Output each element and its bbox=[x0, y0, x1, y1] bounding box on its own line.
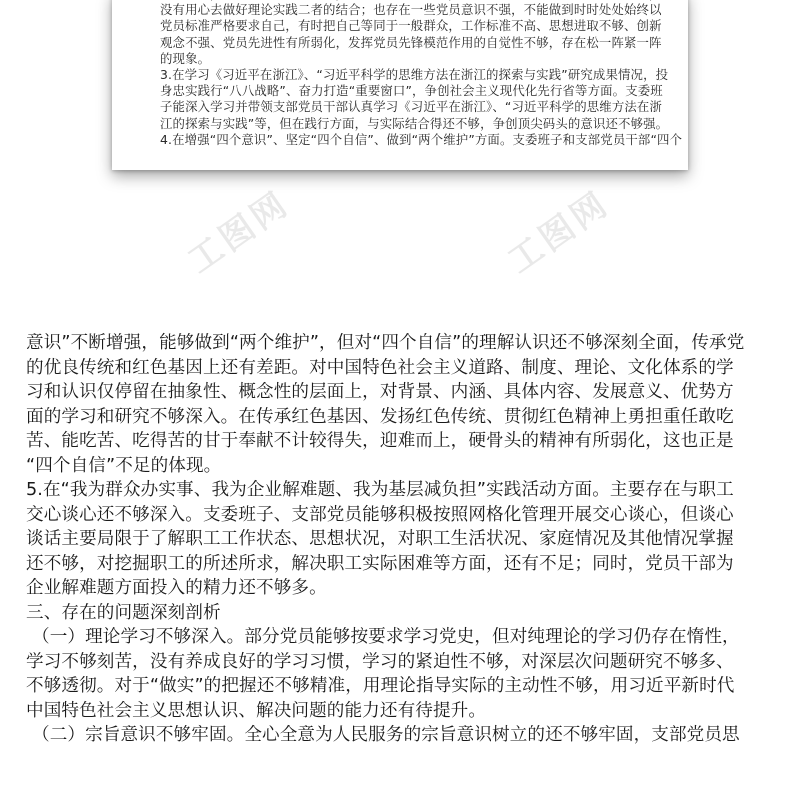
thumbnail-line: 观念不强、党员先进性有所弱化，发挥党员先锋模范作用的自觉性不够，存在松一阵紧一阵 bbox=[160, 34, 662, 50]
watermark: 工图网 bbox=[180, 183, 298, 282]
body-line: （二）宗旨意识不够牢固。全心全意为人民服务的宗旨意识树立的还不够牢固，支部党员思 bbox=[32, 725, 740, 745]
document-thumbnail bbox=[112, 0, 688, 170]
thumbnail-line: 党员标准严格要求自己，有时把自己等同于一般群众，工作标准不高、思想进取不够、创新 bbox=[160, 18, 662, 34]
watermark: 工图网 bbox=[500, 183, 618, 282]
body-line: 苦、能吃苦、吃得苦的甘于奉献不计较得失，迎难而上，硬骨头的精神有所弱化，这也正是 bbox=[26, 431, 734, 451]
body-line: 谈话主要局限于了解职工工作状态、思想状况，对职工生活状况、家庭情况及其他情况掌握 bbox=[26, 529, 734, 549]
thumbnail-line: 子能深入学习并带领支部党员干部认真学习《习近平在浙江》、“习近平科学的思维方法在浙 bbox=[160, 99, 662, 115]
body-line: 学习不够刻苦，没有养成良好的学习习惯，学习的紧迫性不够，对深层次问题研究不够多、 bbox=[26, 651, 734, 672]
thumbnail-line: 身忠实践行“八八战略”、奋力打造“重要窗口”，争创社会主义现代化先行省等方面。支委班 bbox=[160, 83, 663, 99]
thumbnail-text bbox=[112, 0, 688, 148]
body-line: 习和认识仅停留在抽象性、概念性的层面上，对背景、内涵、具体内容、发展意义、优势方 bbox=[26, 382, 734, 402]
body-line: 面的学习和研究不够深入。在传承红色基因、发扬红色传统、贯彻红色精神上勇担重任敢吃 bbox=[26, 406, 734, 427]
body-line: 中国特色社会主义思想认识、解决问题的能力还有待提升。 bbox=[26, 700, 487, 721]
thumbnail-line: 没有用心去做好理论实践二者的结合；也存在一些党员意识不强，不能做到时时处处始终以 bbox=[160, 2, 662, 18]
body-line: 不够透彻。对于“做实”的把握还不够精准，用理论指导实际的主动性不够，用习近平新时代 bbox=[26, 676, 735, 696]
thumbnail-line: 3.在学习《习近平在浙江》、“习近平科学的思维方法在浙江的探索与实践”研究成果情况，投 bbox=[160, 67, 669, 83]
thumbnail-line: 江的探索与实践”等，但在践行方面，与实际结合得还不够，争创顶尖码头的意识还不够强。 bbox=[160, 115, 669, 131]
thumbnail-line: 的现象。 bbox=[160, 50, 211, 66]
body-line: 意识”不断增强，能够做到“两个维护”，但对“四个自信”的理解认识还不够深刻全面，传承党 bbox=[26, 333, 745, 353]
thumbnail-line: 4.在增强“四个意识”、坚定“四个自信”、做到“两个维护”方面。支委班子和支部党员干部“四个 bbox=[160, 131, 683, 147]
body-line: （一）理论学习不够深入。部分党员能够按要求学习党史，但对纯理论的学习仍存在惰性， bbox=[32, 627, 740, 647]
body-line: “四个自信”不足的体现。 bbox=[26, 455, 222, 476]
body-line: 的优良传统和红色基因上还有差距。对中国特色社会主义道路、制度、理论、文化体系的学 bbox=[26, 357, 734, 378]
section-heading: 三、存在的问题深刻剖析 bbox=[26, 602, 221, 623]
preview-area bbox=[0, 0, 800, 318]
body-line: 交心谈心还不够深入。支委班子、支部党员能够积极按照网格化管理开展交心谈心，但谈心 bbox=[26, 504, 734, 525]
document-body bbox=[26, 331, 786, 748]
body-line: 5.在“我为群众办实事、我为企业解难题、我为基层减负担”实践活动方面。主要存在与职工 bbox=[26, 480, 734, 500]
body-line: 企业解难题方面投入的精力还不够多。 bbox=[26, 578, 327, 598]
body-line: 还不够，对挖掘职工的所述所求，解决职工实际困难等方面，还有不足；同时，党员干部为 bbox=[26, 553, 734, 574]
